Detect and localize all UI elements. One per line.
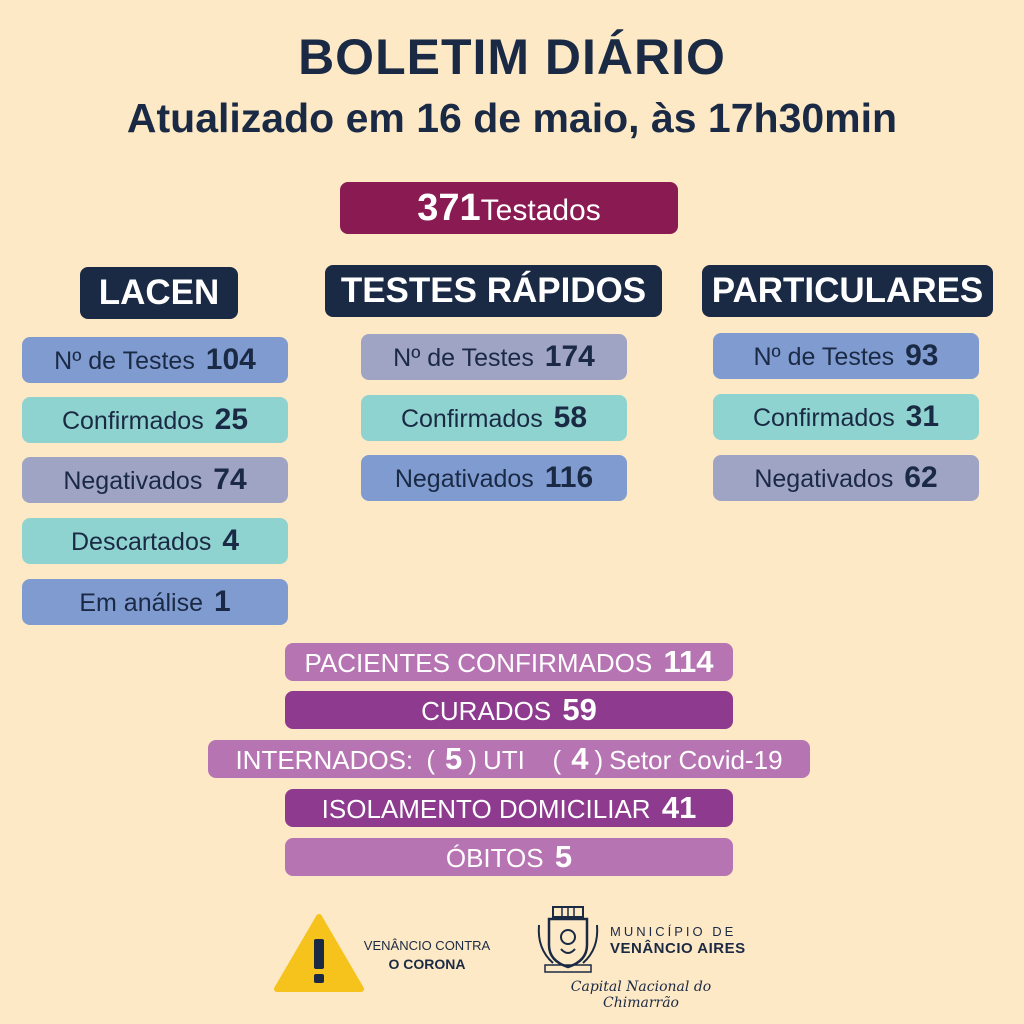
row-label: Em análise xyxy=(79,589,204,617)
private-tests-row xyxy=(713,333,979,379)
row-label: Nº de Testes xyxy=(753,343,895,371)
bar-value: 114 xyxy=(663,644,714,679)
lacen-in-analysis-row xyxy=(22,579,288,625)
campaign-line-2: O CORONA xyxy=(388,956,466,972)
bar-label: ÓBITOS xyxy=(445,843,544,873)
lacen-tests-row xyxy=(22,337,288,383)
row-value: 1 xyxy=(213,585,231,618)
bar-label: PACIENTES CONFIRMADOS xyxy=(304,648,653,678)
row-value: 62 xyxy=(904,461,938,494)
bar-value: 41 xyxy=(661,790,697,825)
rapid-confirmed-row xyxy=(361,395,627,441)
private-negative-row xyxy=(713,455,979,501)
lacen-negative-row xyxy=(22,457,288,503)
patients-confirmed-bar xyxy=(285,643,733,681)
row-label: Nº de Testes xyxy=(393,344,534,372)
warning-icon xyxy=(273,913,365,993)
rapid-negative-row xyxy=(361,455,627,501)
tested-value: 371 xyxy=(417,187,481,229)
column-heading-particulares: PARTICULARES xyxy=(702,265,993,317)
municipality-slogan: Capital Nacional do Chimarrão xyxy=(570,979,712,1011)
row-value: 116 xyxy=(544,461,594,494)
row-value: 174 xyxy=(544,340,595,373)
cured-bar xyxy=(285,691,733,729)
bar-label: CURADOS xyxy=(421,696,552,726)
row-value: 4 xyxy=(222,524,239,557)
row-label: Negativados xyxy=(63,467,203,495)
municipality-name: VENÂNCIO AIRES xyxy=(610,940,746,957)
row-label: Negativados xyxy=(394,465,534,493)
municipality-label: MUNICÍPIO DE xyxy=(610,924,737,939)
covid-sector-value: 4 xyxy=(571,741,589,776)
municipal-crest-icon xyxy=(535,905,601,975)
row-label: Negativados xyxy=(754,465,894,493)
deaths-bar xyxy=(285,838,733,876)
row-label: Descartados xyxy=(71,528,212,556)
bar-value: 5 xyxy=(554,839,573,874)
row-value: 104 xyxy=(205,343,256,376)
bar-label: INTERNADOS: xyxy=(235,745,414,775)
tested-total-badge xyxy=(340,182,678,234)
private-confirmed-row xyxy=(713,394,979,440)
home-isolation-bar xyxy=(285,789,733,827)
hospitalized-bar: INTERNADOS: ( 5 ) UTI ( 4 ) Setor Covid-19 xyxy=(208,740,810,778)
uti-value: 5 xyxy=(445,741,463,776)
row-label: Confirmados xyxy=(400,405,543,433)
lacen-confirmed-row xyxy=(22,397,288,443)
row-value: 93 xyxy=(905,339,939,372)
column-heading-lacen: LACEN xyxy=(80,267,238,319)
lacen-discarded-row xyxy=(22,518,288,564)
row-value: 31 xyxy=(905,400,940,433)
page-title: BOLETIM DIÁRIO xyxy=(298,29,726,85)
row-label: Nº de Testes xyxy=(54,347,195,375)
column-heading-testes-rapidos: TESTES RÁPIDOS xyxy=(325,265,662,317)
row-label: Confirmados xyxy=(61,407,204,435)
rapid-tests-row xyxy=(361,334,627,380)
uti-label: UTI xyxy=(482,745,525,775)
row-label: Confirmados xyxy=(752,404,895,432)
campaign-line-1: VENÂNCIO CONTRA xyxy=(363,938,491,953)
tested-label: Testados xyxy=(480,194,601,227)
row-value: 58 xyxy=(553,401,588,434)
page-subtitle: Atualizado em 16 de maio, às 17h30min xyxy=(126,95,898,141)
bar-label: ISOLAMENTO DOMICILIAR xyxy=(321,794,651,824)
bar-value: 59 xyxy=(562,692,597,727)
row-value: 74 xyxy=(213,463,247,496)
row-value: 25 xyxy=(214,403,249,436)
campaign-text xyxy=(357,936,497,974)
covid-sector-label: Setor Covid-19 xyxy=(609,745,783,775)
